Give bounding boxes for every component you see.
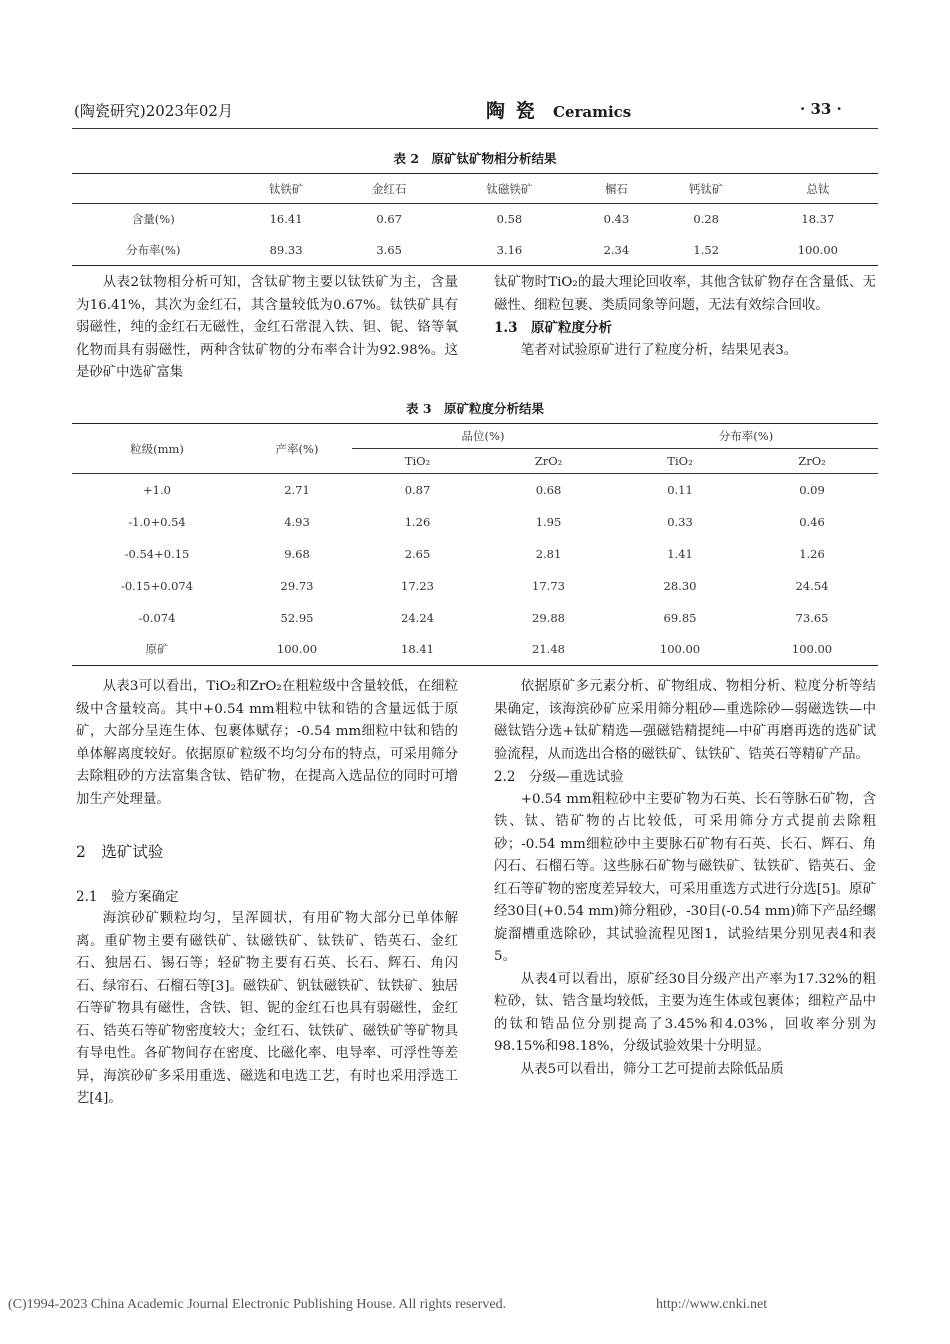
table-cell: 29.88 bbox=[532, 610, 565, 625]
paragraph: 从表3可以看出，TiO₂和ZrO₂在粗粒级中含量较低，在细粒级中含量较高。其中+0.54 mm粗粒中钛和锆的含量远低于原矿，大部分呈连生体、包裹体赋存；-0.54 mm细粒中钛和锆的单体解离度较好。依据原矿粒级不均匀分布的特点，可采用筛分去除粗砂的方法富集含钛、锆矿物，在提高入选品位的同时可增加生产处理量。 bbox=[76, 679, 458, 807]
section-heading-2-1: 2.1 验方案确定 bbox=[76, 888, 179, 905]
table2-col-label bbox=[72, 174, 235, 204]
table-cell: 含量(%) bbox=[131, 212, 175, 227]
body-top-left bbox=[76, 272, 458, 385]
table-cell: 52.95 bbox=[280, 610, 314, 625]
table3-col-grade-zro2: ZrO₂ bbox=[483, 449, 614, 474]
paragraph: +0.54 mm粗粒砂中主要矿物为石英、长石等脉石矿物，含铁、钛、锆矿物的占比较低，可采用筛分方式提前去除粗砂；-0.54 mm细粒砂中主要脉石矿物有石英、长石、辉石、角闪石、石榴石等。这些脉石矿物与磁铁矿、钛铁矿、锆英石、金红石等矿物的密度差异较大，可采用重选方式进行分选[5]。原矿经30目(+0.54 mm)筛分粗砂，-30目(-0.54 mm)筛下产品经螺旋溜槽重选除砂，其试验流程见图1，试验结果分别见表4和表5。 bbox=[494, 791, 876, 964]
table-row bbox=[72, 235, 878, 266]
table-row bbox=[72, 634, 878, 666]
table-cell: 89.33 bbox=[269, 242, 303, 257]
table-cell: 100.00 bbox=[791, 642, 833, 657]
table-cell: 17.73 bbox=[532, 578, 565, 593]
table-cell: 0.28 bbox=[693, 212, 719, 227]
table2 bbox=[72, 173, 878, 266]
table2-caption: 表 2 原矿钛矿物相分析结果 bbox=[393, 151, 557, 166]
body-top-right bbox=[494, 272, 876, 362]
table3-col-grade-tio2: TiO₂ bbox=[352, 449, 483, 474]
paragraph: 依据原矿多元素分析、矿物组成、物相分析、粒度分析等结果确定，该海滨砂矿应采用筛分粗砂—重选除砂—弱磁选铁—中磁钛锆分选+钛矿精选—强磁锆精提纯—中矿再磨再选的选矿试验流程，从而选出合格的磁铁矿、钛铁矿、锆英石等精矿产品。 bbox=[494, 679, 876, 762]
table-cell: 24.54 bbox=[795, 578, 829, 593]
table-cell: 100.00 bbox=[797, 242, 838, 257]
table3-caption: 表 3 原矿粒度分析结果 bbox=[405, 401, 545, 416]
table-cell: 0.58 bbox=[496, 212, 523, 227]
journal-issue: (陶瓷研究)2023年02月 bbox=[74, 102, 233, 120]
table-cell: 2.65 bbox=[404, 546, 431, 561]
table-cell: 0.67 bbox=[376, 212, 402, 227]
paragraph: 笔者对试验原矿进行了粒度分析，结果见表3。 bbox=[520, 342, 798, 358]
table-cell: 17.23 bbox=[401, 578, 434, 593]
table-row bbox=[72, 570, 878, 602]
table-cell: 4.93 bbox=[284, 514, 310, 529]
table3-col-grade: 品位(%) bbox=[352, 424, 614, 449]
table-cell: 分布率(%) bbox=[126, 242, 181, 257]
table-cell: 0.46 bbox=[799, 514, 825, 529]
cnki-link[interactable]: http://www.cnki.net bbox=[656, 1297, 768, 1312]
paragraph: 钛矿物时TiO₂的最大理论回收率，其他含钛矿物存在含量低、无磁性、细粒包裹、类质同象等问题，无法有效综合回收。 bbox=[494, 275, 876, 313]
paragraph: 海滨砂矿颗粒均匀，呈浑圆状，有用矿物大部分已单体解离。重矿物主要有磁铁矿、钛磁铁矿、钛铁矿、锆英石、金红石、独居石、锡石等；轻矿物主要有石英、长石、辉石、角闪石、绿帘石、石榴石等[3]。磁铁矿、钒钛磁铁矿、钛铁矿、独居石等矿物具有磁性，含铁、钽、铌的金红石也具有弱磁性，金红石、锆英石等矿物密度较大；金红石、钛铁矿、磁铁矿等矿物具有导电性。各矿物间存在密度、比磁化率、电导率、可浮性等差异，海滨砂矿多采用重选、磁选和电选工艺，有时也采用浮选工艺[4]。 bbox=[76, 911, 458, 1106]
table-cell: 29.73 bbox=[280, 578, 314, 593]
section-heading-2: 2 选矿试验 bbox=[76, 843, 164, 861]
table2-col-perovskite: 钙钛矿 bbox=[688, 181, 724, 196]
table3-col-yield: 产率(%) bbox=[242, 424, 352, 474]
table-cell: 原矿 bbox=[145, 642, 169, 657]
table-cell: -1.0+0.54 bbox=[128, 514, 186, 529]
table-cell: 2.34 bbox=[603, 242, 630, 257]
table-cell: 100.00 bbox=[659, 642, 701, 657]
table3 bbox=[72, 423, 878, 666]
section-heading-1-3: 1.3 原矿粒度分析 bbox=[494, 320, 612, 336]
table-cell: 1.52 bbox=[693, 242, 719, 257]
table3-col-dist-tio2: TiO₂ bbox=[614, 449, 746, 474]
table-cell: +1.0 bbox=[143, 482, 171, 497]
table-cell: 0.68 bbox=[535, 482, 562, 497]
table2-col-sphene: 榍石 bbox=[604, 181, 628, 196]
table3-col-dist-zro2: ZrO₂ bbox=[746, 449, 878, 474]
table2-col-titanomagnetite: 钛磁铁矿 bbox=[486, 181, 533, 196]
table2-col-ilmenite: 钛铁矿 bbox=[268, 181, 304, 196]
table-cell: 24.24 bbox=[401, 610, 434, 625]
table3-header-row bbox=[72, 424, 878, 449]
journal-name-cn: 陶 瓷 bbox=[486, 100, 537, 122]
table-cell: 2.71 bbox=[284, 482, 310, 497]
table-row bbox=[72, 602, 878, 634]
table3-col-distribution: 分布率(%) bbox=[614, 424, 878, 449]
table3-col-size: 粒级(mm) bbox=[72, 424, 242, 474]
table-cell: 21.48 bbox=[532, 642, 565, 657]
copyright-footer: (C)1994-2023 China Academic Journal Electronic Publishing House. All rights reserved. bbox=[8, 1297, 507, 1312]
table-cell: 1.95 bbox=[535, 514, 562, 529]
table-cell: 1.41 bbox=[667, 546, 693, 561]
table-cell: -0.54+0.15 bbox=[124, 546, 190, 561]
table-row bbox=[72, 204, 878, 235]
table-cell: -0.15+0.074 bbox=[120, 578, 194, 593]
table-cell: 28.30 bbox=[663, 578, 697, 593]
table-cell: 16.41 bbox=[269, 212, 303, 227]
table-cell: 9.68 bbox=[284, 546, 310, 561]
table-cell: 1.26 bbox=[799, 546, 825, 561]
table-cell: 0.09 bbox=[799, 482, 825, 497]
table-cell: 0.43 bbox=[603, 212, 630, 227]
table2-col-total: 总钛 bbox=[806, 181, 830, 196]
table-cell: 0.11 bbox=[667, 482, 693, 497]
paragraph: 从表2钛物相分析可知，含钛矿物主要以钛铁矿为主，含量为16.41%，其次为金红石，其含量较低为0.67%。钛铁矿具有弱磁性，纯的金红石无磁性，金红石常混入铁、钽、铌、铬等氧化物而具有弱磁性，两种含钛矿物的分布率合计为92.98%。这是砂矿中选矿富集 bbox=[76, 275, 458, 380]
table-row bbox=[72, 506, 878, 538]
table2-header-row bbox=[72, 174, 878, 204]
paragraph: 从表4可以看出，原矿经30目分级产出产率为17.32%的粗粒砂，钛、锆含量均较低，主要为连生体或包裹体；细粒产品中的钛和锆品位分别提高了3.45%和4.03%，回收率分别为98.15%和98.18%，分级试验效果十分明显。 bbox=[494, 971, 876, 1054]
table-cell: 73.65 bbox=[795, 610, 829, 625]
page-number: · 33 · bbox=[800, 100, 842, 118]
table-cell: 2.81 bbox=[535, 546, 562, 561]
table-cell: 100.00 bbox=[276, 642, 318, 657]
table-cell: 3.65 bbox=[376, 242, 402, 257]
table-cell: 0.33 bbox=[667, 514, 693, 529]
table-row bbox=[72, 474, 878, 506]
table-cell: 69.85 bbox=[663, 610, 697, 625]
table-cell: 18.37 bbox=[801, 212, 835, 227]
header-rule bbox=[72, 128, 878, 129]
journal-name-en: Ceramics bbox=[553, 103, 632, 121]
table-cell: 3.16 bbox=[496, 242, 523, 257]
paragraph: 从表5可以看出，筛分工艺可提前去除低品质 bbox=[520, 1061, 784, 1077]
body-left-column bbox=[76, 676, 458, 1111]
table-cell: 18.41 bbox=[401, 642, 434, 657]
section-heading-2-2: 2.2 分级—重选试验 bbox=[494, 769, 624, 785]
table-cell: 0.87 bbox=[404, 482, 431, 497]
table-cell: 1.26 bbox=[404, 514, 431, 529]
table2-col-rutile: 金红石 bbox=[371, 181, 407, 196]
body-right-column bbox=[494, 676, 876, 1081]
table-cell: -0.074 bbox=[138, 610, 176, 625]
table-row bbox=[72, 538, 878, 570]
